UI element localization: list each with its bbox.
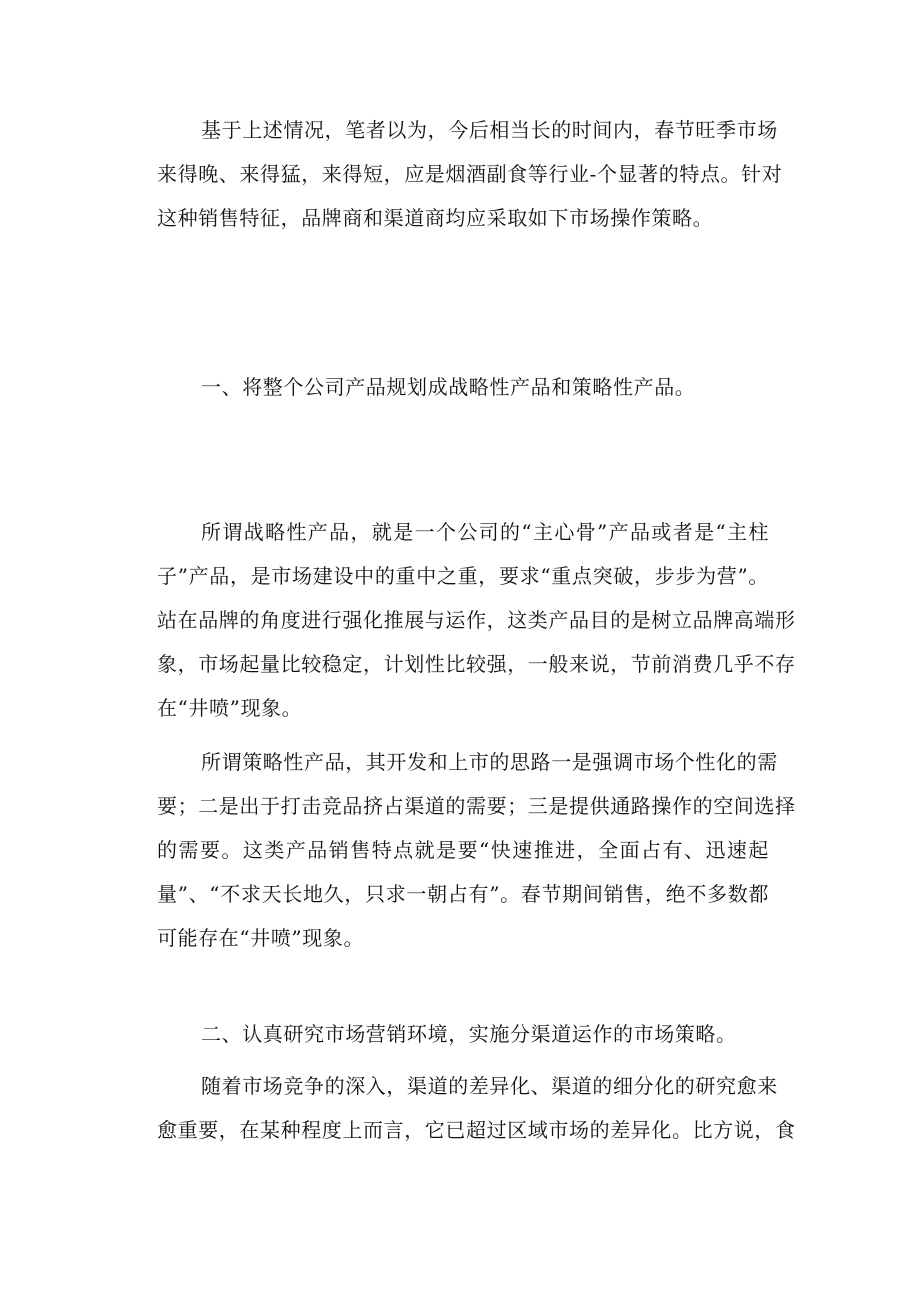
section-heading-text: 一、将整个公司产品规划成战略性产品和策略性产品。	[201, 375, 696, 399]
paragraph-line: 站在品牌的角度进行强化推展与运作，这类产品目的是树立品牌高端形	[157, 608, 796, 632]
paragraph-line: 可能存在“井喷”现象。	[157, 926, 365, 950]
paragraph-strategic-products	[157, 510, 796, 730]
paragraph-line: 象，市场起量比较稳定，计划性比较强，一般来说，节前消费几乎不存	[157, 652, 796, 676]
section-heading-1	[157, 365, 769, 409]
paragraph-line: 这种销售特征，品牌商和渠道商均应采取如下市场操作策略。	[157, 206, 714, 230]
paragraph-line: 的需要。这类产品销售特点就是要“快速推进，全面占有、迅速起	[157, 838, 769, 862]
paragraph-line: 在“井喷”现象。	[157, 696, 303, 720]
paragraph-line: 所谓战略性产品，就是一个公司的“主心骨”产品或者是“主柱	[201, 520, 769, 544]
paragraph-channel-differentiation	[157, 1064, 796, 1152]
section-heading-2	[157, 1012, 769, 1056]
paragraph-line: 所谓策略性产品，其开发和上市的思路一是强调市场个性化的需	[201, 750, 778, 774]
section-heading-text: 二、认真研究市场营销环境，实施分渠道运作的市场策略。	[201, 1022, 737, 1046]
paragraph-line: 来得晚、来得猛，来得短，应是烟酒副食等行业-个显著的特点。针对	[157, 162, 783, 186]
paragraph-tactical-products	[157, 740, 796, 960]
paragraph-line: 随着市场竞争的深入，渠道的差异化、渠道的细分化的研究愈来	[201, 1074, 778, 1098]
paragraph-line: 基于上述情况，笔者以为，今后相当长的时间内，春节旺季市场	[201, 118, 778, 142]
paragraph-line: 要；二是出于打击竞品挤占渠道的需要；三是提供通路操作的空间选择	[157, 794, 796, 818]
paragraph-line: 子”产品，是市场建设中的重中之重，要求“重点突破，步步为营”。	[157, 564, 769, 588]
paragraph-line: 量”、“不求天长地久，只求一朝占有”。春节期间销售，绝不多数都	[157, 882, 769, 906]
paragraph-line: 愈重要，在某种程度上而言，它已超过区域市场的差异化。比方说，食	[157, 1118, 796, 1142]
paragraph-intro	[157, 108, 783, 240]
